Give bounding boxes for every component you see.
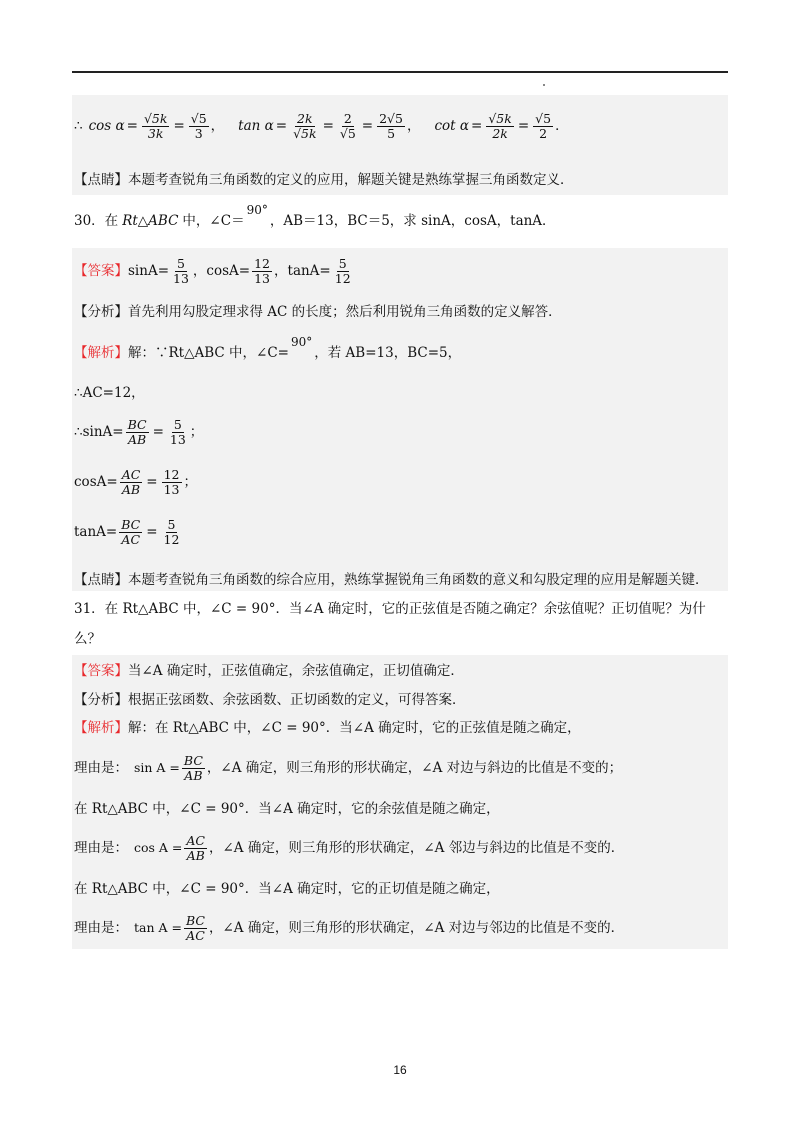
reason-pre: 理由是：	[74, 840, 128, 856]
header-dot	[543, 84, 545, 86]
ans-cos-frac: $\frac{12}{13}$	[254, 255, 271, 286]
question-31-line1	[74, 600, 706, 618]
sin-frac-2: $\frac{5}{13}$	[169, 416, 186, 447]
q30-triangle: Rt△ABC	[122, 213, 179, 229]
jiexi-text-a: 解：∵Rt△ABC 中，∠C=	[128, 345, 289, 361]
dianjing-text: 本题考查锐角三角函数的定义的应用，解题关键是熟练掌握三角函数定义．	[128, 172, 574, 188]
fenxi-30	[74, 303, 562, 321]
answer-30	[74, 253, 355, 289]
dianjing-30	[74, 571, 709, 589]
question-31-line2	[74, 630, 101, 648]
cot-fraction-1: $\frac{√5k}{2k}$	[488, 110, 512, 141]
q31-text-2: 么？	[74, 631, 101, 647]
ans-sin: sinA=	[128, 263, 170, 279]
fenxi-text: 首先利用勾股定理求得 AC 的长度；然后利用锐角三角函数的定义解答．	[128, 304, 562, 320]
tan-label: tan α	[238, 118, 274, 134]
ans-sin-frac: $\frac{5}{13}$	[173, 255, 189, 286]
fenxi-tag: 【分析】	[74, 304, 128, 320]
fenxi-31	[74, 691, 466, 709]
reason-text: ，∠A 确定，则三角形的形状确定，∠A 邻边与斜边的比值是不变的．	[208, 840, 625, 856]
cot-label: cot α	[434, 118, 470, 134]
sin-frac-1: $\frac{BC}{AB}$	[127, 416, 147, 447]
ac-text: ∴AC=12，	[74, 385, 145, 401]
reason-text: ，∠A 确定，则三角形的形状确定，∠A 对边与邻边的比值是不变的．	[208, 920, 625, 936]
reason-text: ，∠A 确定，则三角形的形状确定，∠A 对边与斜边的比值是不变的；	[206, 760, 623, 776]
sin-end: ；	[189, 424, 204, 440]
tan-frac-2: $\frac{5}{12}$	[163, 516, 180, 547]
dianjing-text: 本题考查锐角三角函数的综合应用，熟练掌握锐角三角函数的意义和勾股定理的应用是解题关键．	[128, 572, 709, 588]
tan-intro-text: 在 Rt△ABC 中，∠C = 90°．当∠A 确定时，它的正切值是随之确定，	[74, 881, 500, 897]
tan-intro	[74, 880, 500, 898]
dianjing-tag: 【点睛】	[74, 172, 128, 188]
cos-frac-1: $\frac{AC}{AB}$	[121, 466, 141, 497]
tan-derivation: tanA= $\frac{BC}{AC}$ = $\frac{5}{12}$	[74, 516, 180, 547]
sin-derivation: ∴sinA= $\frac{BC}{AB}$ = $\frac{5}{13}$ ；	[74, 416, 204, 447]
cos-fraction-2: $\frac{√5}{3}$	[190, 110, 207, 141]
cos-intro-text: 在 Rt△ABC 中，∠C = 90°．当∠A 确定时，它的余弦值是随之确定，	[74, 801, 500, 817]
reason-fn: sin A =	[134, 760, 180, 775]
ans-cos: ，cosA=	[192, 263, 251, 279]
jiexi-tag: 【解析】	[74, 345, 128, 361]
answer-tag: 【答案】	[74, 663, 128, 679]
fenxi-text: 根据正弦函数、余弦函数、正切函数的定义，可得答案．	[128, 692, 466, 708]
question-30	[74, 203, 556, 236]
q30-prefix: 30．在	[74, 213, 119, 229]
jiexi-text: 解：在 Rt△ABC 中，∠C = 90°．当∠A 确定时，它的正弦值是随之确定，	[128, 720, 581, 736]
cos-derivation: cosA= $\frac{AC}{AB}$ = $\frac{12}{13}$ ；	[74, 466, 197, 497]
reason-fn: tan A =	[134, 920, 182, 935]
answer-text: 当∠A 确定时，正弦值确定，余弦值确定，正切值确定．	[128, 663, 464, 679]
cos-fraction-1: $\frac{√5k}{3k}$	[143, 110, 168, 141]
cos-intro	[74, 800, 500, 818]
fenxi-tag: 【分析】	[74, 692, 128, 708]
dianjing-tag: 【点睛】	[74, 572, 128, 588]
tan-frac-1: $\frac{BC}{AC}$	[121, 516, 141, 547]
jiexi-30	[74, 335, 462, 368]
cos-frac-2: $\frac{12}{13}$	[163, 466, 180, 497]
header-rule	[72, 71, 728, 73]
separator: ，	[210, 118, 225, 134]
reason-frac: $\frac{BC}{AB}$	[183, 752, 203, 783]
reason-frac: $\frac{AC}{AB}$	[186, 832, 205, 863]
q30-rest: ，AB＝13，BC＝5，求 sinA，cosA，tanA．	[269, 213, 556, 229]
ans-tan-frac: $\frac{5}{12}$	[334, 255, 351, 286]
dianjing-29	[74, 171, 574, 189]
tan-fraction-1: $\frac{2k}{√5k}$	[293, 110, 317, 141]
page-number: 16	[393, 1063, 407, 1077]
tan-fraction-2: $\frac{2}{√5}$	[339, 110, 356, 141]
jiexi-tag: 【解析】	[74, 720, 128, 736]
reason-tan	[74, 910, 624, 946]
reason-cos	[74, 830, 624, 866]
answer-31	[74, 662, 464, 680]
tan-pre: tanA=	[74, 524, 118, 540]
reason-fn: cos A =	[134, 840, 183, 855]
therefore-symbol: ∴	[74, 118, 83, 134]
ac-line	[74, 384, 145, 402]
jiexi-31	[74, 719, 581, 737]
reason-sin	[74, 750, 622, 786]
reason-pre: 理由是：	[74, 920, 128, 936]
q31-text-1: 31．在 Rt△ABC 中，∠C = 90°．当∠A 确定时，它的正弦值是否随之确定？余弦值呢？正切值呢？为什	[74, 601, 706, 617]
period: ．	[555, 118, 569, 134]
cos-end: ；	[183, 474, 197, 490]
ans-tan: ，tanA=	[274, 263, 331, 279]
q30-mid: 中，∠C＝	[182, 213, 245, 229]
jiexi-text-b: ，若 AB=13，BC=5，	[314, 345, 462, 361]
cos-pre: cosA=	[74, 474, 118, 490]
trig-results-line: ∴ cos α = $\frac{√5k}{3k}$ = $\frac{√5}{3}$ ， tan α = $\frac{2k}{√5k}$ = $\frac{2}{√5}$ = $\frac{2√5}{5}$ ， cot α = $\frac{√5k}{2k}$ = $\frac{√5}{2}$ ．	[74, 110, 569, 141]
jiexi-angle: 90°	[290, 335, 313, 349]
q30-angle: 90°	[246, 203, 268, 217]
answer-tag: 【答案】	[74, 263, 128, 279]
sin-pre: ∴sinA=	[74, 424, 124, 440]
reason-pre: 理由是：	[74, 760, 128, 776]
separator: ，	[406, 118, 421, 134]
tan-fraction-3: $\frac{2√5}{5}$	[379, 110, 403, 141]
cot-fraction-2: $\frac{√5}{2}$	[535, 110, 552, 141]
cos-label: cos α	[88, 118, 125, 134]
reason-frac: $\frac{BC}{AC}$	[185, 912, 205, 943]
